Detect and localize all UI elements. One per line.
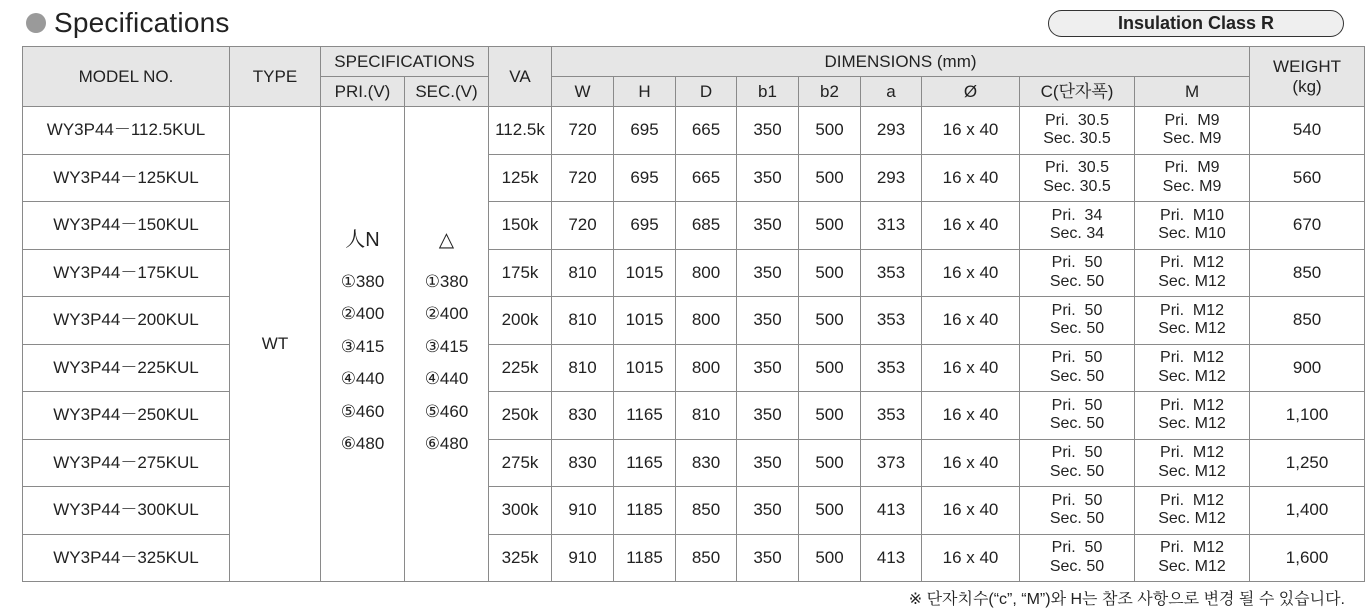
dia-cell: 16 x 40: [922, 249, 1020, 297]
table-row: [23, 344, 1365, 392]
m-cell: [1135, 154, 1250, 202]
header-model: MODEL NO.: [23, 47, 230, 107]
weight-cell: 1,250: [1250, 439, 1365, 487]
c-pri-value: Pri. 50: [1051, 301, 1103, 319]
c-sec-value: Sec. 50: [1049, 320, 1105, 338]
b1-cell: 350: [737, 154, 799, 202]
sec-voltage-list: [405, 228, 488, 461]
c-sec-value: Sec. 50: [1049, 415, 1105, 433]
b1-cell: 350: [737, 439, 799, 487]
m-cell: [1135, 297, 1250, 345]
c-pri-value: Pri. 30.5: [1044, 111, 1110, 129]
d-cell: 800: [676, 249, 737, 297]
h-cell: 695: [614, 154, 676, 202]
table-row: [23, 392, 1365, 440]
m-sec-value: Sec. M12: [1158, 510, 1226, 528]
model-cell: WY3P44－275KUL: [23, 439, 230, 487]
dia-cell: 16 x 40: [922, 534, 1020, 582]
pri-voltage-list: [321, 228, 404, 461]
va-cell: 175k: [489, 249, 552, 297]
pri-voltage-cell: [321, 107, 405, 582]
header-pri: PRI.(V): [321, 77, 405, 107]
m-sec-value: Sec. M12: [1158, 272, 1226, 290]
model-cell: WY3P44－125KUL: [23, 154, 230, 202]
c-sec-value: Sec. 30.5: [1043, 130, 1111, 148]
b1-cell: 350: [737, 107, 799, 155]
header-w: W: [552, 77, 614, 107]
b2-cell: 500: [799, 107, 861, 155]
m-sec-value: Sec. M12: [1158, 320, 1226, 338]
d-cell: 665: [676, 107, 737, 155]
sec-voltage-option: ⑥480: [424, 434, 469, 453]
c-cell: [1020, 202, 1135, 250]
sec-voltage-option: ①380: [424, 271, 469, 291]
d-cell: 830: [676, 439, 737, 487]
bullet-dot-icon: [26, 13, 46, 33]
table-row: [23, 154, 1365, 202]
c-sec-value: Sec. 50: [1049, 557, 1105, 575]
b2-cell: 500: [799, 392, 861, 440]
h-cell: 1015: [614, 344, 676, 392]
pri-voltage-option: ⑥480: [340, 434, 385, 453]
b1-cell: 350: [737, 249, 799, 297]
h-cell: 1185: [614, 534, 676, 582]
sec-voltage-option: ②400: [424, 304, 469, 323]
d-cell: 850: [676, 487, 737, 535]
c-sec-value: Sec. 50: [1049, 272, 1105, 290]
model-cell: WY3P44－150KUL: [23, 202, 230, 250]
page-header: [26, 6, 230, 40]
a-cell: 353: [861, 392, 922, 440]
d-cell: 665: [676, 154, 737, 202]
m-cell: [1135, 107, 1250, 155]
m-sec-value: Sec. M10: [1158, 225, 1226, 243]
w-cell: 810: [552, 344, 614, 392]
b2-cell: 500: [799, 154, 861, 202]
b2-cell: 500: [799, 534, 861, 582]
c-cell: [1020, 392, 1135, 440]
header-h: H: [614, 77, 676, 107]
va-cell: 250k: [489, 392, 552, 440]
w-cell: 910: [552, 487, 614, 535]
c-sec-value: Sec. 50: [1049, 367, 1105, 385]
model-cell: WY3P44－250KUL: [23, 392, 230, 440]
c-sec-value: Sec. 30.5: [1043, 177, 1111, 195]
m-cell: [1135, 392, 1250, 440]
header-weight: [1250, 47, 1365, 107]
m-pri-value: Pri. M9: [1164, 159, 1220, 177]
m-pri-value: Pri. M12: [1160, 444, 1225, 462]
pri-voltage-option: ④440: [340, 369, 385, 388]
w-cell: 720: [552, 202, 614, 250]
va-cell: 125k: [489, 154, 552, 202]
weight-cell: 540: [1250, 107, 1365, 155]
va-cell: 112.5k: [489, 107, 552, 155]
b2-cell: 500: [799, 487, 861, 535]
w-cell: 810: [552, 297, 614, 345]
dia-cell: 16 x 40: [922, 297, 1020, 345]
wye-neutral-symbol: 人N: [345, 228, 380, 251]
m-sec-value: Sec. M9: [1162, 177, 1222, 195]
c-cell: [1020, 439, 1135, 487]
sec-voltage-option: ⑤460: [424, 401, 469, 421]
b1-cell: 350: [737, 297, 799, 345]
header-d: D: [676, 77, 737, 107]
weight-cell: 1,100: [1250, 392, 1365, 440]
va-cell: 300k: [489, 487, 552, 535]
c-pri-value: Pri. 50: [1051, 396, 1103, 414]
pri-voltage-option: ①380: [340, 271, 385, 291]
type-cell: WT: [230, 107, 321, 582]
header-dimensions: DIMENSIONS (mm): [552, 47, 1250, 77]
m-pri-value: Pri. M12: [1160, 491, 1225, 509]
m-cell: [1135, 344, 1250, 392]
model-cell: WY3P44－325KUL: [23, 534, 230, 582]
b2-cell: 500: [799, 297, 861, 345]
b1-cell: 350: [737, 534, 799, 582]
c-pri-value: Pri. 34: [1051, 206, 1103, 224]
header-type: TYPE: [230, 47, 321, 107]
weight-cell: 560: [1250, 154, 1365, 202]
c-cell: [1020, 297, 1135, 345]
m-pri-value: Pri. M12: [1160, 254, 1225, 272]
dia-cell: 16 x 40: [922, 487, 1020, 535]
m-sec-value: Sec. M12: [1158, 367, 1226, 385]
header-sec: SEC.(V): [405, 77, 489, 107]
model-cell: WY3P44－200KUL: [23, 297, 230, 345]
c-cell: [1020, 154, 1135, 202]
model-cell: WY3P44－112.5KUL: [23, 107, 230, 155]
w-cell: 910: [552, 534, 614, 582]
b2-cell: 500: [799, 202, 861, 250]
dia-cell: 16 x 40: [922, 154, 1020, 202]
m-sec-value: Sec. M9: [1162, 130, 1222, 148]
d-cell: 685: [676, 202, 737, 250]
weight-cell: 900: [1250, 344, 1365, 392]
h-cell: 695: [614, 202, 676, 250]
a-cell: 353: [861, 249, 922, 297]
c-pri-value: Pri. 30.5: [1044, 159, 1110, 177]
d-cell: 800: [676, 344, 737, 392]
pri-voltage-option: ②400: [340, 304, 385, 323]
b1-cell: 350: [737, 344, 799, 392]
b2-cell: 500: [799, 439, 861, 487]
header-weight-line1: WEIGHT: [1273, 56, 1342, 76]
a-cell: 313: [861, 202, 922, 250]
delta-symbol: △: [438, 228, 455, 251]
m-cell: [1135, 249, 1250, 297]
h-cell: 695: [614, 107, 676, 155]
header-b1: b1: [737, 77, 799, 107]
table-row: [23, 107, 1365, 155]
weight-cell: 850: [1250, 249, 1365, 297]
h-cell: 1015: [614, 297, 676, 345]
m-cell: [1135, 439, 1250, 487]
sec-voltage-option: ④440: [424, 369, 469, 388]
b1-cell: 350: [737, 392, 799, 440]
m-cell: [1135, 487, 1250, 535]
w-cell: 720: [552, 154, 614, 202]
va-cell: 275k: [489, 439, 552, 487]
model-cell: WY3P44－300KUL: [23, 487, 230, 535]
header-specifications: SPECIFICATIONS: [321, 47, 489, 77]
a-cell: 353: [861, 297, 922, 345]
h-cell: 1015: [614, 249, 676, 297]
a-cell: 293: [861, 107, 922, 155]
header-weight-line2: (kg): [1292, 76, 1322, 96]
table-row: [23, 249, 1365, 297]
m-cell: [1135, 534, 1250, 582]
va-cell: 325k: [489, 534, 552, 582]
m-pri-value: Pri. M12: [1160, 349, 1225, 367]
table-row: [23, 439, 1365, 487]
w-cell: 720: [552, 107, 614, 155]
m-cell: [1135, 202, 1250, 250]
pri-voltage-option: ③415: [340, 336, 385, 356]
table-row: [23, 297, 1365, 345]
m-sec-value: Sec. M12: [1158, 462, 1226, 480]
dia-cell: 16 x 40: [922, 439, 1020, 487]
h-cell: 1185: [614, 487, 676, 535]
dia-cell: 16 x 40: [922, 202, 1020, 250]
table-row: [23, 202, 1365, 250]
header-dia: Ø: [922, 77, 1020, 107]
c-pri-value: Pri. 50: [1051, 254, 1103, 272]
a-cell: 293: [861, 154, 922, 202]
sec-voltage-option: ③415: [424, 336, 469, 356]
model-cell: WY3P44－225KUL: [23, 344, 230, 392]
model-cell: WY3P44－175KUL: [23, 249, 230, 297]
m-pri-value: Pri. M9: [1164, 111, 1220, 129]
va-cell: 225k: [489, 344, 552, 392]
c-cell: [1020, 344, 1135, 392]
m-sec-value: Sec. M12: [1158, 415, 1226, 433]
c-pri-value: Pri. 50: [1051, 349, 1103, 367]
h-cell: 1165: [614, 439, 676, 487]
b2-cell: 500: [799, 344, 861, 392]
header-c: C(단자폭): [1020, 77, 1135, 107]
va-cell: 200k: [489, 297, 552, 345]
specifications-table: [22, 46, 1365, 582]
table-row: [23, 487, 1365, 535]
c-pri-value: Pri. 50: [1051, 491, 1103, 509]
a-cell: 413: [861, 487, 922, 535]
weight-cell: 670: [1250, 202, 1365, 250]
c-pri-value: Pri. 50: [1051, 539, 1103, 557]
dia-cell: 16 x 40: [922, 392, 1020, 440]
w-cell: 830: [552, 392, 614, 440]
header-b2: b2: [799, 77, 861, 107]
header-va: VA: [489, 47, 552, 107]
m-pri-value: Pri. M12: [1160, 539, 1225, 557]
pri-voltage-option: ⑤460: [340, 401, 385, 421]
insulation-class-badge: Insulation Class R: [1048, 10, 1344, 37]
b1-cell: 350: [737, 487, 799, 535]
w-cell: 810: [552, 249, 614, 297]
b1-cell: 350: [737, 202, 799, 250]
weight-cell: 1,400: [1250, 487, 1365, 535]
dia-cell: 16 x 40: [922, 107, 1020, 155]
table-row: [23, 534, 1365, 582]
a-cell: 353: [861, 344, 922, 392]
c-sec-value: Sec. 50: [1049, 462, 1105, 480]
va-cell: 150k: [489, 202, 552, 250]
weight-cell: 850: [1250, 297, 1365, 345]
m-pri-value: Pri. M12: [1160, 396, 1225, 414]
dia-cell: 16 x 40: [922, 344, 1020, 392]
c-cell: [1020, 534, 1135, 582]
footnote: ※ 단자치수(“c”, “M”)와 H는 참조 사항으로 변경 될 수 있습니다.: [908, 591, 1345, 608]
d-cell: 850: [676, 534, 737, 582]
m-pri-value: Pri. M10: [1160, 206, 1225, 224]
table-body: [23, 107, 1365, 582]
c-sec-value: Sec. 50: [1049, 510, 1105, 528]
d-cell: 800: [676, 297, 737, 345]
c-sec-value: Sec. 34: [1049, 225, 1105, 243]
d-cell: 810: [676, 392, 737, 440]
b2-cell: 500: [799, 249, 861, 297]
header-a: a: [861, 77, 922, 107]
header-m: M: [1135, 77, 1250, 107]
a-cell: 413: [861, 534, 922, 582]
m-pri-value: Pri. M12: [1160, 301, 1225, 319]
a-cell: 373: [861, 439, 922, 487]
c-cell: [1020, 249, 1135, 297]
sec-voltage-cell: [405, 107, 489, 582]
c-pri-value: Pri. 50: [1051, 444, 1103, 462]
weight-cell: 1,600: [1250, 534, 1365, 582]
h-cell: 1165: [614, 392, 676, 440]
m-sec-value: Sec. M12: [1158, 557, 1226, 575]
page-title: Specifications: [54, 7, 230, 38]
c-cell: [1020, 487, 1135, 535]
w-cell: 830: [552, 439, 614, 487]
c-cell: [1020, 107, 1135, 155]
